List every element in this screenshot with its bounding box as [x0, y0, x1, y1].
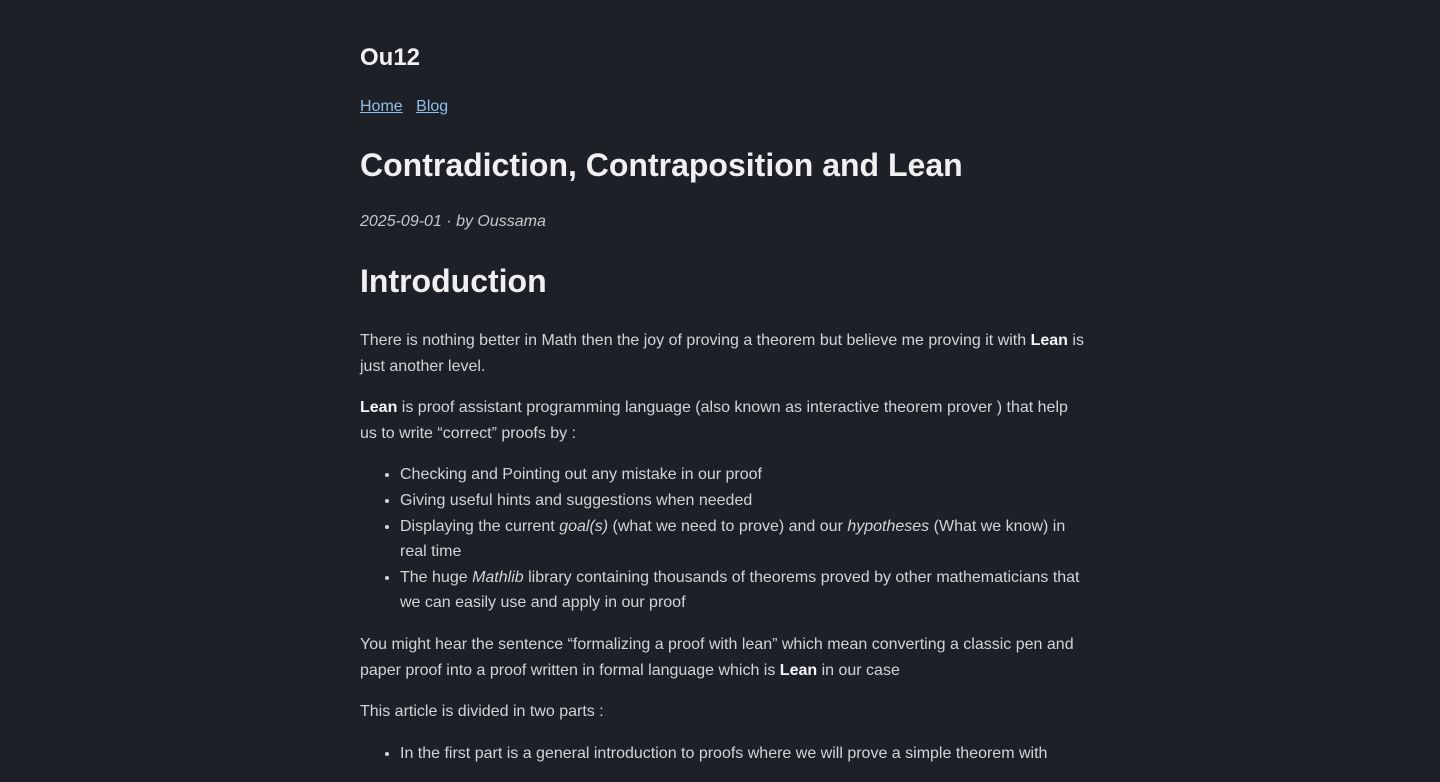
features-list — [360, 462, 1084, 616]
post-author: by Oussama — [456, 213, 546, 230]
text-fragment: (what we need to prove) and our — [608, 517, 848, 535]
italic-goals: goal(s) — [559, 517, 609, 535]
bold-lean: Lean — [1030, 332, 1068, 349]
meta-separator: · — [446, 213, 452, 230]
paragraph-article-parts: This article is divided in two parts : — [360, 703, 604, 721]
text-fragment: There is nothing better in Math then the joy of proving a theorem but believe me proving it with — [360, 332, 1031, 349]
site-title: Ou12 — [360, 44, 421, 71]
bold-lean: Lean — [360, 399, 398, 417]
nav-link-home[interactable]: Home — [360, 98, 403, 115]
text-fragment: in our case — [817, 661, 900, 679]
post-title: Contradiction, Contraposition and Lean — [360, 147, 963, 183]
list-item: • In the first part is a general introduction to proofs where we will prove a simple theorem with — [400, 741, 1084, 767]
section-heading-introduction: Introduction — [360, 263, 547, 299]
paragraph-intro — [360, 328, 1084, 379]
list-item: • Giving useful hints and suggestions when needed — [400, 488, 1084, 514]
text-fragment: is just another level. — [360, 332, 1084, 375]
list-item: • Checking and Pointing out any mistake in our proof — [400, 462, 1084, 488]
nav-link-blog[interactable]: Blog — [416, 98, 449, 115]
text-fragment: Displaying the current — [400, 517, 560, 535]
text-fragment: The huge — [400, 568, 473, 586]
paragraph-lean-definition — [360, 395, 1084, 446]
paragraph-formalizing — [360, 632, 1084, 683]
italic-hypotheses: hypotheses — [847, 517, 930, 535]
italic-mathlib: Mathlib — [472, 568, 524, 586]
text-fragment: library containing thousands of theorems proved by other mathematicians that we can easily use and apply in our proof — [400, 568, 1080, 612]
bold-lean: Lean — [779, 661, 818, 679]
text-fragment: (What we know) in real time — [400, 517, 1066, 561]
post-date: 2025-09-01 — [360, 213, 442, 230]
main-nav — [360, 97, 457, 117]
parts-list — [360, 741, 1084, 767]
text-fragment: You might hear the sentence “formalizing a proof with lean” which mean converting a classic pen and paper proof into a proof written in formal language which is — [360, 635, 1074, 679]
post-meta — [360, 212, 546, 232]
text-fragment: is proof assistant programming language (also known as interactive theorem prover ) that help us to write “correct” proofs by : — [360, 399, 1068, 442]
article-body — [360, 328, 1084, 782]
list-item — [400, 565, 1084, 616]
list-item — [400, 514, 1084, 565]
